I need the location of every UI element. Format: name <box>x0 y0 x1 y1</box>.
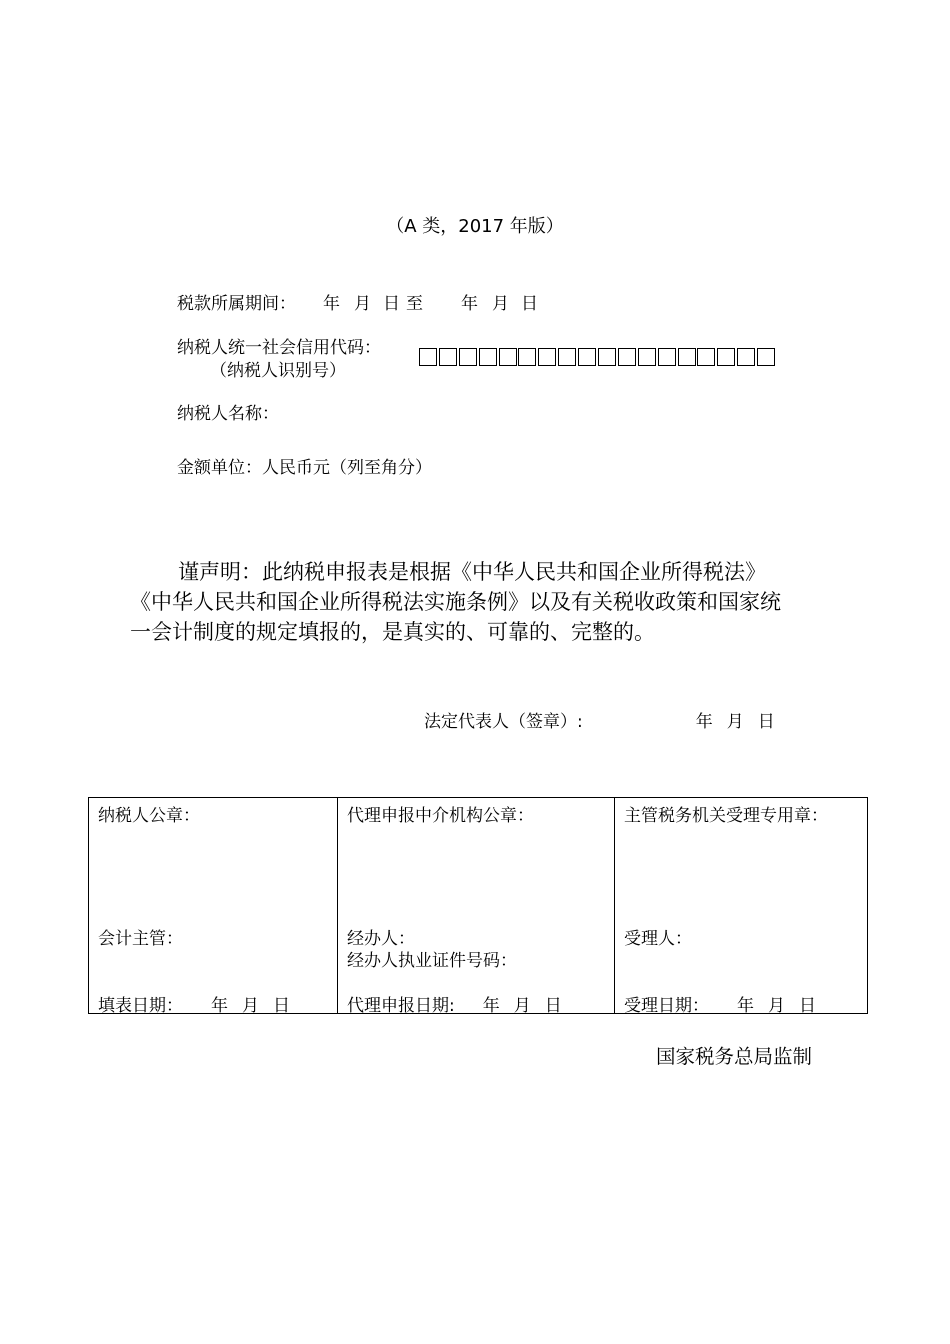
form-subtitle: （A 类，2017 年版） <box>386 216 564 237</box>
credit-code-box[interactable] <box>737 348 755 366</box>
credit-code-box[interactable] <box>518 348 536 366</box>
seal-table <box>88 797 868 1014</box>
declaration-line-1: 谨声明：此纳税申报表是根据《中华人民共和国企业所得税法》 <box>178 560 766 584</box>
credit-code-box[interactable] <box>598 348 616 366</box>
taxpayer-seal-cell[interactable] <box>89 798 338 1014</box>
fill-date-month: 月 <box>242 996 259 1016</box>
declaration-line-3: 一会计制度的规定填报的，是真实的、可靠的、完整的。 <box>130 620 655 644</box>
receipt-date-row <box>624 991 816 1016</box>
agency-date-year: 年 <box>482 996 500 1016</box>
agency-date-row <box>347 991 562 1016</box>
taxpayer-seal-label: 纳税人公章： <box>98 806 200 826</box>
supervisor-footer: 国家税务总局监制 <box>656 1045 813 1068</box>
legal-rep-label: 法定代表人（签章）: <box>424 712 583 732</box>
credit-code-label: 纳税人统一社会信用代码： <box>177 338 381 358</box>
credit-code-box[interactable] <box>717 348 735 366</box>
declaration-line-2: 《中华人民共和国企业所得税法实施条例》以及有关税收政策和国家统 <box>130 590 781 614</box>
taxpayer-name-label: 纳税人名称： <box>177 404 279 424</box>
period-end-month: 月 <box>492 294 509 314</box>
agent-label: 经办人： <box>347 929 415 949</box>
credit-code-box[interactable] <box>419 348 437 366</box>
legal-rep-signature-row <box>424 707 775 732</box>
credit-code-box[interactable] <box>697 348 715 366</box>
period-start-day: 日 <box>383 294 400 314</box>
tax-period-row <box>177 289 538 314</box>
credit-code-box[interactable] <box>439 348 457 366</box>
credit-code-box[interactable] <box>678 348 696 366</box>
accounting-supervisor-label: 会计主管： <box>98 929 183 949</box>
credit-code-box[interactable] <box>638 348 656 366</box>
agency-date-label: 代理申报日期: <box>347 996 455 1016</box>
credit-code-box[interactable] <box>499 348 517 366</box>
credit-code-box[interactable] <box>558 348 576 366</box>
signature-year: 年 <box>695 712 713 732</box>
agency-seal-cell[interactable] <box>338 798 615 1014</box>
tax-period-label: 税款所属期间： <box>177 294 296 314</box>
fill-date-year: 年 <box>211 996 228 1016</box>
credit-code-box[interactable] <box>658 348 676 366</box>
credit-code-box[interactable] <box>538 348 556 366</box>
signature-day: 日 <box>757 712 775 732</box>
period-to: 至 <box>406 294 423 314</box>
receipt-date-year: 年 <box>737 996 754 1016</box>
credit-code-boxes[interactable] <box>419 346 777 366</box>
fill-date-day: 日 <box>273 996 290 1016</box>
credit-code-box[interactable] <box>578 348 596 366</box>
agency-date-month: 月 <box>513 996 531 1016</box>
fill-date-label: 填表日期： <box>98 996 183 1016</box>
period-end-day: 日 <box>521 294 538 314</box>
period-start-month: 月 <box>354 294 371 314</box>
credit-code-box[interactable] <box>479 348 497 366</box>
receipt-date-label: 受理日期： <box>624 996 709 1016</box>
credit-code-box[interactable] <box>459 348 477 366</box>
fill-date-row <box>98 991 290 1016</box>
receiver-label: 受理人： <box>624 929 692 949</box>
amount-unit-label: 金额单位：人民币元（列至角分） <box>177 458 432 478</box>
receipt-date-month: 月 <box>768 996 785 1016</box>
signature-month: 月 <box>726 712 744 732</box>
credit-code-box[interactable] <box>757 348 775 366</box>
tax-authority-seal-cell[interactable] <box>615 798 868 1014</box>
tax-authority-seal-label: 主管税务机关受理专用章： <box>624 806 828 826</box>
agency-date-day: 日 <box>544 996 562 1016</box>
agent-license-label: 经办人执业证件号码： <box>347 951 517 971</box>
credit-code-box[interactable] <box>618 348 636 366</box>
period-end-year: 年 <box>461 294 478 314</box>
receipt-date-day: 日 <box>799 996 816 1016</box>
taxpayer-id-label: （纳税人识别号） <box>210 361 346 381</box>
declaration-text <box>130 557 830 647</box>
agency-seal-label: 代理申报中介机构公章： <box>347 806 534 826</box>
period-start-year: 年 <box>323 294 340 314</box>
